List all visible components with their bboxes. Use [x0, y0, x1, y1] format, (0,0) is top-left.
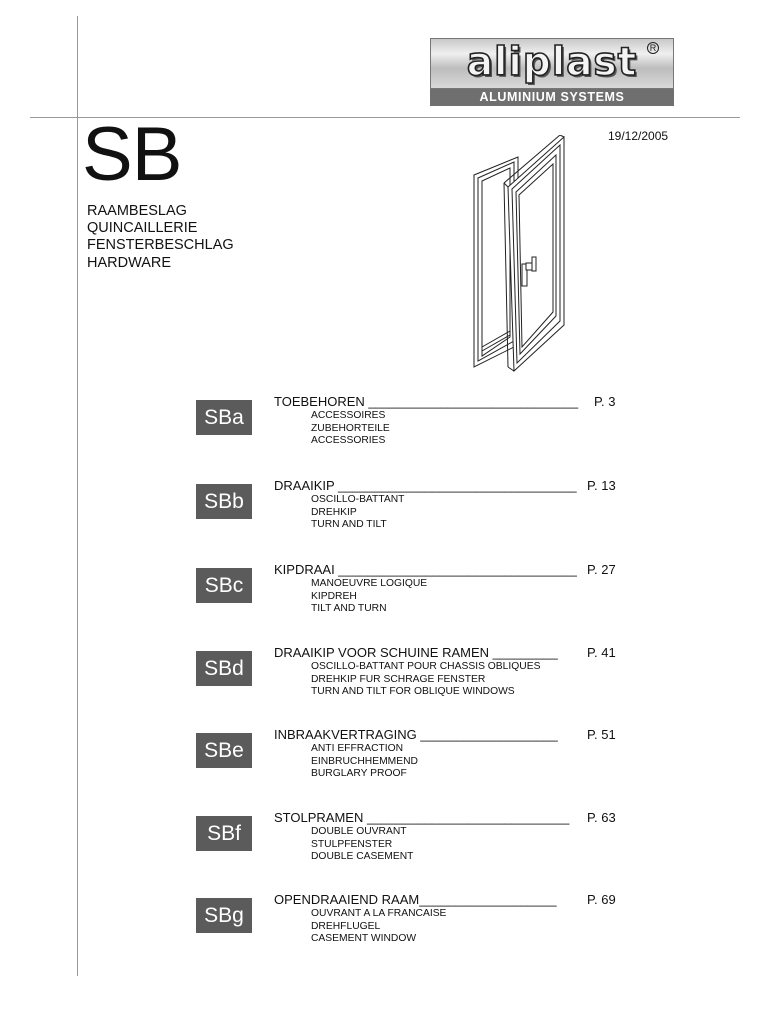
document-date: 19/12/2005 — [608, 129, 669, 143]
section-translations — [311, 908, 446, 946]
section-title: TOEBEHOREN _____________________________ — [274, 394, 579, 409]
section-title: STOLPRAMEN ____________________________ — [274, 810, 570, 825]
tilt-turn-window-illustration — [460, 135, 570, 375]
section-translations — [311, 578, 427, 616]
logo-wordmark-panel — [430, 38, 674, 89]
translation-line: KIPDREH — [311, 590, 357, 602]
translation-line: DREHFLUGEL — [311, 920, 381, 932]
translation-line: BURGLARY PROOF — [311, 768, 407, 779]
section-code-badge: SBe — [196, 733, 252, 768]
section-title: INBRAAKVERTRAGING ___________________ — [274, 727, 558, 742]
translation-line: ACCESSORIES — [311, 435, 386, 446]
section-code-badge: SBc — [196, 568, 252, 603]
translation-line: CASEMENT WINDOW — [311, 933, 417, 944]
translation-line: STULPFENSTER — [311, 838, 393, 850]
section-translations — [311, 661, 540, 699]
logo-tagline: ALUMINIUM SYSTEMS — [430, 89, 674, 106]
subtitle-line: FENSTERBESCHLAG — [87, 237, 234, 254]
section-title: DRAAIKIP VOOR SCHUINE RAMEN _________ — [274, 645, 558, 660]
document-title: SB — [82, 112, 182, 197]
section-code-badge: SBg — [196, 898, 252, 933]
translation-line: ACCESSOIRES — [311, 410, 386, 421]
section-code-badge: SBd — [196, 651, 252, 686]
subtitle-line: HARDWARE — [87, 254, 172, 271]
section-code-badge: SBa — [196, 400, 252, 435]
registered-mark-icon: R — [647, 42, 659, 54]
translation-line: OSCILLO-BATTANT POUR CHASSIS OBLIQUES — [311, 661, 541, 672]
translation-line: MANOEUVRE LOGIQUE — [311, 578, 428, 589]
translation-line: OSCILLO-BATTANT — [311, 494, 405, 505]
translation-line: TURN AND TILT — [311, 519, 387, 530]
translation-line: TILT AND TURN — [311, 603, 387, 614]
translation-line: DOUBLE OUVRANT — [311, 826, 407, 837]
toc-section-sbd — [0, 645, 768, 731]
translation-line: OUVRANT A LA FRANCAISE — [311, 908, 447, 919]
section-page-number: P. 27 — [587, 562, 616, 577]
translation-line: EINBRUCHHEMMEND — [311, 755, 418, 767]
section-title: OPENDRAAIEND RAAM___________________ — [274, 892, 557, 907]
subtitle-line: QUINCAILLERIE — [87, 220, 198, 237]
toc-section-sbc — [0, 562, 768, 648]
toc-section-sbb — [0, 478, 768, 564]
section-translations — [311, 410, 390, 448]
toc-section-sbg — [0, 892, 768, 978]
section-page-number: P. 41 — [587, 645, 616, 660]
section-translations — [311, 743, 418, 781]
section-page-number: P. 13 — [587, 478, 616, 493]
section-code-badge: SBb — [196, 484, 252, 519]
section-title: DRAAIKIP _________________________________ — [274, 478, 577, 493]
subtitle-line: RAAMBESLAG — [87, 203, 187, 219]
toc-section-sbe — [0, 727, 768, 813]
section-translations — [311, 826, 413, 864]
logo-wordmark: aliplast — [466, 40, 638, 85]
translation-line: DREHKIP FUR SCHRAGE FENSTER — [311, 673, 486, 685]
translation-line: DREHKIP — [311, 506, 357, 518]
section-title: KIPDRAAI _________________________________ — [274, 562, 577, 577]
translation-line: TURN AND TILT FOR OBLIQUE WINDOWS — [311, 686, 515, 697]
section-code-badge: SBf — [196, 816, 252, 851]
translation-line: ZUBEHORTEILE — [311, 422, 390, 434]
section-page-number: P. 69 — [587, 892, 616, 907]
translation-line: DOUBLE CASEMENT — [311, 851, 414, 862]
section-page-number: P. 51 — [587, 727, 616, 742]
section-page-number: P. 3 — [594, 394, 616, 409]
aliplast-logo — [430, 38, 674, 106]
toc-section-sba — [0, 394, 768, 480]
toc-section-sbf — [0, 810, 768, 896]
document-subtitles — [87, 203, 234, 272]
section-page-number: P. 63 — [587, 810, 616, 825]
section-translations — [311, 494, 404, 532]
translation-line: ANTI EFFRACTION — [311, 743, 404, 754]
